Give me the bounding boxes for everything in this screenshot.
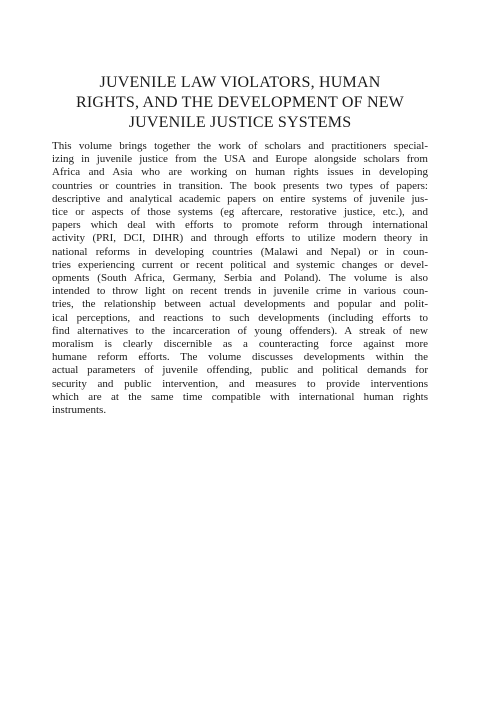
description-line: tries, the relationship between actual developments and popular and polit-	[52, 298, 428, 311]
description-line: which are at the same time compatible with international human rights	[52, 390, 428, 403]
description-line: find alternatives to the incarceration of young offenders). A streak of new	[52, 324, 428, 337]
description-line: tries experiencing current or recent political and systemic changes or devel-	[52, 258, 428, 271]
description-line: opments (South Africa, Germany, Serbia and Poland). The volume is also	[52, 272, 428, 285]
description-line: izing in juvenile justice from the USA and Europe alongside scholars from	[52, 153, 428, 166]
description-line: instruments.	[52, 404, 107, 417]
description-line: actual parameters of juvenile offending, public and political demands for	[52, 364, 428, 377]
description-line: ical perceptions, and reactions to such developments (including efforts to	[52, 311, 428, 324]
description-line: moralism is clearly discernible as a counteracting force against more	[52, 338, 428, 351]
description-line: activity (PRI, DCI, DIHR) and through efforts to utilize modern theory in	[52, 232, 428, 245]
description-line: papers which deal with efforts to promote reform through international	[52, 219, 428, 232]
description-line: humane reform efforts. The volume discusses developments within the	[52, 351, 428, 364]
document-title	[40, 73, 440, 133]
book-description	[52, 140, 428, 417]
description-line: security and public intervention, and measures to provide interventions	[52, 377, 428, 390]
description-line: Africa and Asia who are working on human rights issues in developing	[52, 166, 428, 179]
description-line: intended to throw light on recent trends in juvenile crime in various coun-	[52, 285, 428, 298]
title-line: RIGHTS, AND THE DEVELOPMENT OF NEW	[76, 94, 404, 111]
description-line: national reforms in developing countries (Malawi and Nepal) or in coun-	[52, 245, 428, 258]
description-line: This volume brings together the work of scholars and practitioners special-	[52, 140, 428, 152]
description-line: tice or aspects of those systems (eg aftercare, restorative justice, etc.), and	[52, 206, 428, 219]
description-line: countries or countries in transition. The book presents two types of papers:	[52, 179, 428, 192]
title-line: JUVENILE LAW VIOLATORS, HUMAN	[99, 74, 381, 91]
title-line: JUVENILE JUSTICE SYSTEMS	[128, 114, 352, 131]
description-line: descriptive and analytical academic papers on entire systems of juvenile jus-	[52, 192, 428, 205]
